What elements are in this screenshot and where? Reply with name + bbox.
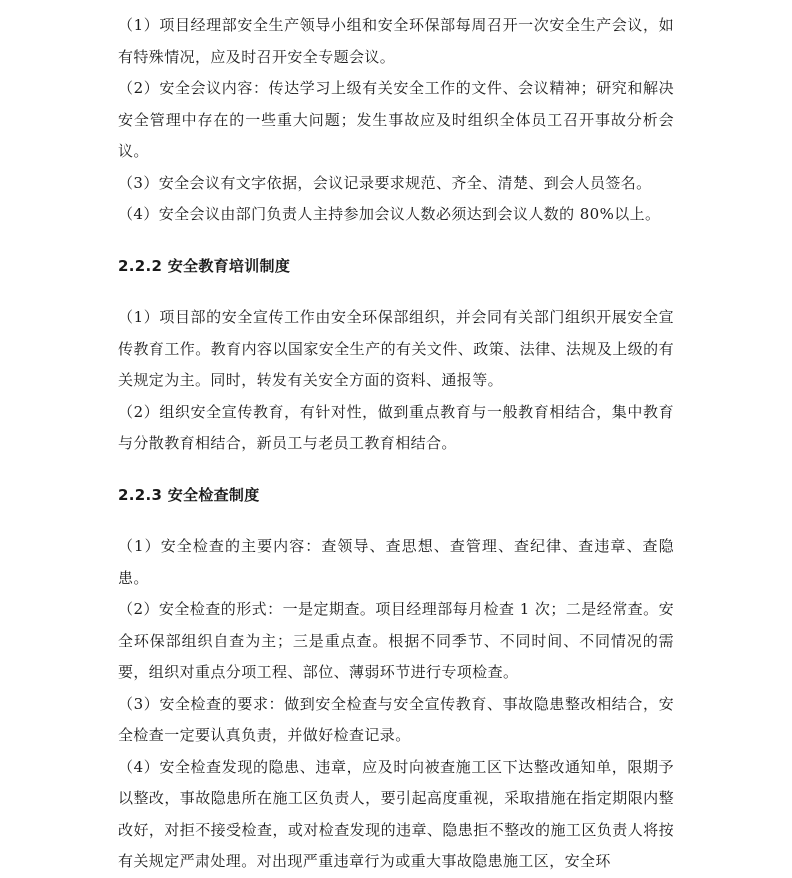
education-section — [118, 302, 674, 460]
inspection-rule-1: （1）安全检查的主要内容：查领导、查思想、查管理、查纪律、查违章、查隐患。 — [118, 537, 674, 587]
inspection-rule-3: （3）安全检查的要求：做到安全检查与安全宣传教育、事故隐患整改相结合，安全检查一定要认真负责，并做好检查记录。 — [118, 694, 674, 744]
meeting-rules-section — [118, 0, 674, 231]
document-page — [118, 0, 674, 878]
section-heading-inspection: 2.2.3 安全检查制度 — [118, 485, 260, 504]
inspection-rule-4: （4）安全检查发现的隐患、违章，应及时向被查施工区下达整改通知单，限期予以整改，事故隐患所在施工区负责人，要引起高度重视，采取措施在指定期限内整改好，对拒不接受检查，或对检查发现的违章、隐患拒不整改的施工区负责人将按有关规定严肃处理。对出现严重违章行为或重大事故隐患施工区，安全环 — [118, 757, 674, 870]
meeting-rule-3: （3）安全会议有文字依据，会议记录要求规范、齐全、清楚、到会人员签名。 — [118, 173, 652, 192]
inspection-rule-2: （2）安全检查的形式：一是定期查。项目经理部每月检查 1 次；二是经常查。安全环保部组织自查为主；三是重点查。根据不同季节、不同时间、不同情况的需要，组织对重点分项工程、部位、薄弱环节进行专项检查。 — [118, 600, 674, 681]
education-rule-2: （2）组织安全宣传教育，有针对性，做到重点教育与一般教育相结合，集中教育与分散教育相结合，新员工与老员工教育相结合。 — [118, 402, 674, 452]
inspection-section — [118, 531, 674, 878]
section-heading-education: 2.2.2 安全教育培训制度 — [118, 256, 291, 275]
education-rule-1: （1）项目部的安全宣传工作由安全环保部组织，并会同有关部门组织开展安全宣传教育工作。教育内容以国家安全生产的有关文件、政策、法律、法规及上级的有关规定为主。同时，转发有关安全方面的资料、通报等。 — [118, 308, 674, 389]
meeting-rule-2: （2）安全会议内容：传达学习上级有关安全工作的文件、会议精神；研究和解决安全管理中存在的一些重大问题；发生事故应及时组织全体员工召开事故分析会议。 — [118, 79, 674, 160]
meeting-rule-4: （4）安全会议由部门负责人主持参加会议人数必须达到会议人数的 80%以上。 — [118, 205, 661, 223]
meeting-rule-1: （1）项目经理部安全生产领导小组和安全环保部每周召开一次安全生产会议，如有特殊情况，应及时召开安全专题会议。 — [118, 16, 674, 66]
